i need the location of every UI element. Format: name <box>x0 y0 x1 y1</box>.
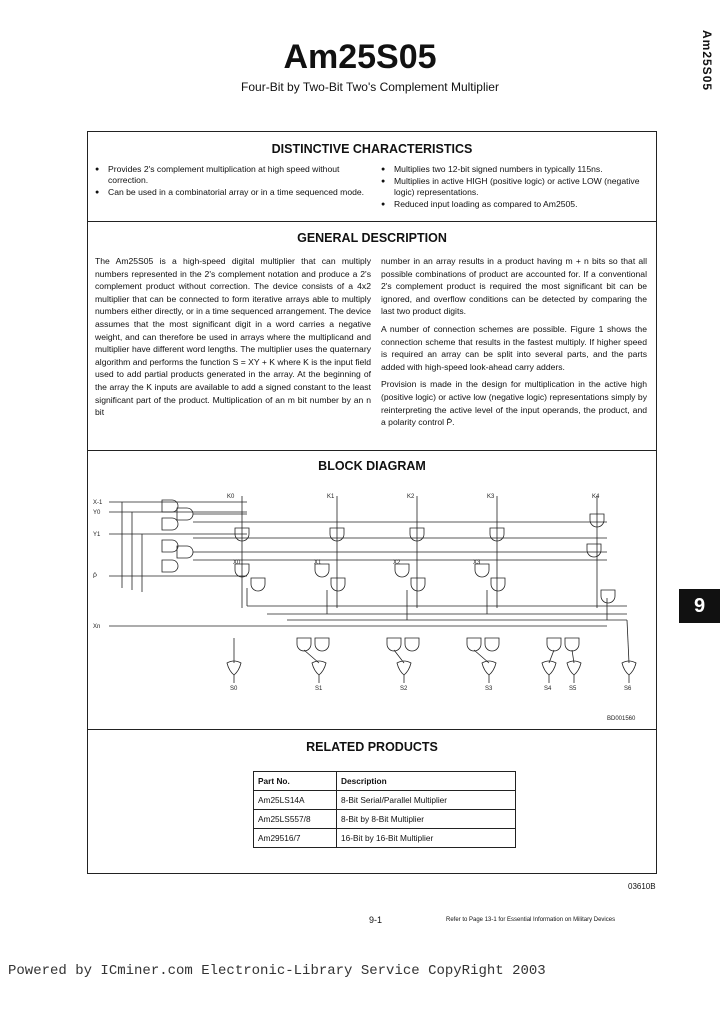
k-label: K0 <box>227 494 235 500</box>
output-label: S4 <box>544 686 552 692</box>
output-label: S2 <box>400 686 408 692</box>
description-paragraph: number in an array results in a product having m + n bits so that all possible combinations of product are accounted for. If a conventional 2's complement product is required the most significant bit can be ignored, and overflow conditions can be detected by comparing the last two product digits. <box>381 256 647 317</box>
column-header: Part No. <box>254 772 337 791</box>
k-label: K4 <box>592 494 600 500</box>
part-description: 8-Bit Serial/Parallel Multiplier <box>337 791 516 810</box>
part-number: Am25LS557/8 <box>254 810 337 829</box>
page-number: 9-1 <box>369 915 383 925</box>
description-paragraph: The Am25S05 is a high-speed digital multiplier that can multiply numbers represented in the 2's complement notation and produce a 2's complement product without correction. The device consists of a 4x2 multiplier that can be connected to form iterative arrays able to multiply numbers either directly, or in a time sequenced arrangement. The device assumes that the most significant digit in a word carries a negative weight, and can therefore be used in arrays where the multiplicand and multiplier have different word lengths. The multiplier uses the quaternary algorithm and performs the function S = XY + K where K is the input field used to add partial products generated in the array. At the beginning of the array the K inputs are available to add a signed constant to the least significant part of the product. Multiplication of an m bit number by an n bit <box>95 256 371 418</box>
characteristics-left-list <box>95 164 367 199</box>
output-label: S6 <box>624 686 632 692</box>
military-note: Refer to Page 13-1 for Essential Information on Military Devices <box>446 917 616 923</box>
output-label: S0 <box>230 686 238 692</box>
list-item: ● Can be used in a combinatorial array or in a time sequenced mode. <box>95 187 367 198</box>
x-label: X3 <box>473 560 481 566</box>
characteristics-right-list <box>381 164 647 211</box>
table-row <box>254 791 516 810</box>
output-label: S1 <box>315 686 323 692</box>
part-description: 8-Bit by 8-Bit Multiplier <box>337 810 516 829</box>
description-left-column <box>95 255 371 424</box>
watermark-footer: Powered by ICminer.com Electronic-Library Service CopyRight 2003 <box>8 963 546 979</box>
description-heading: GENERAL DESCRIPTION <box>297 231 447 245</box>
input-label: X-1 <box>93 500 103 506</box>
side-part-code: Am25S05 <box>700 30 714 92</box>
input-label: Xn <box>93 624 101 630</box>
page-subtitle: Four-Bit by Two-Bit Two's Complement Multiplier <box>241 80 499 94</box>
list-item: ● Provides 2's complement multiplication at high speed without correction. <box>95 164 367 186</box>
section-tab: 9 <box>679 589 720 623</box>
x-label: X0 <box>233 560 241 566</box>
description-paragraph: A number of connection schemes are possible. Figure 1 shows the connection scheme that results in the fastest multiply. If higher speed is required an array can be split into several parts, and the parts added with high-speed look-ahead carry adders. <box>381 323 647 372</box>
table-row <box>254 829 516 848</box>
table-header-row <box>254 772 516 791</box>
input-label: Y0 <box>93 510 101 516</box>
divider <box>87 729 657 730</box>
divider <box>87 450 657 451</box>
block-diagram-heading: BLOCK DIAGRAM <box>318 459 426 473</box>
description-paragraph: Provision is made in the design for multiplication in the active high (positive logic) or active low (negative logic) representations simply by reinterpreting the active level of the input operands, the product, and a polarity control P̄. <box>381 379 647 428</box>
divider <box>87 221 657 222</box>
output-label: S3 <box>485 686 493 692</box>
part-description: 16-Bit by 16-Bit Multiplier <box>337 829 516 848</box>
frame-code: 03610B <box>628 882 656 891</box>
characteristics-heading: DISTINCTIVE CHARACTERISTICS <box>271 142 473 156</box>
list-item: ● Reduced input loading as compared to Am2505. <box>381 199 647 210</box>
k-label: K1 <box>327 494 335 500</box>
figure-code: BD001560 <box>607 716 636 722</box>
k-label: K2 <box>407 494 415 500</box>
output-label: S5 <box>569 686 577 692</box>
input-label: P̄ <box>93 574 98 580</box>
table-row <box>254 810 516 829</box>
list-item: ● Multiplies in active HIGH (positive logic) or active LOW (negative logic) representations. <box>381 176 647 198</box>
x-label: X1 <box>314 560 322 566</box>
block-diagram-schematic <box>87 478 657 728</box>
related-heading: RELATED PRODUCTS <box>306 740 438 754</box>
column-header: Description <box>337 772 516 791</box>
input-label: Y1 <box>93 532 101 538</box>
x-label: X2 <box>393 560 401 566</box>
page-title: Am25S05 <box>283 38 437 76</box>
part-number: Am25LS14A <box>254 791 337 810</box>
related-products-table <box>253 771 516 848</box>
description-right-column <box>381 255 647 434</box>
part-number: Am29516/7 <box>254 829 337 848</box>
list-item: ● Multiplies two 12-bit signed numbers in typically 115ns. <box>381 164 647 175</box>
k-label: K3 <box>487 494 495 500</box>
